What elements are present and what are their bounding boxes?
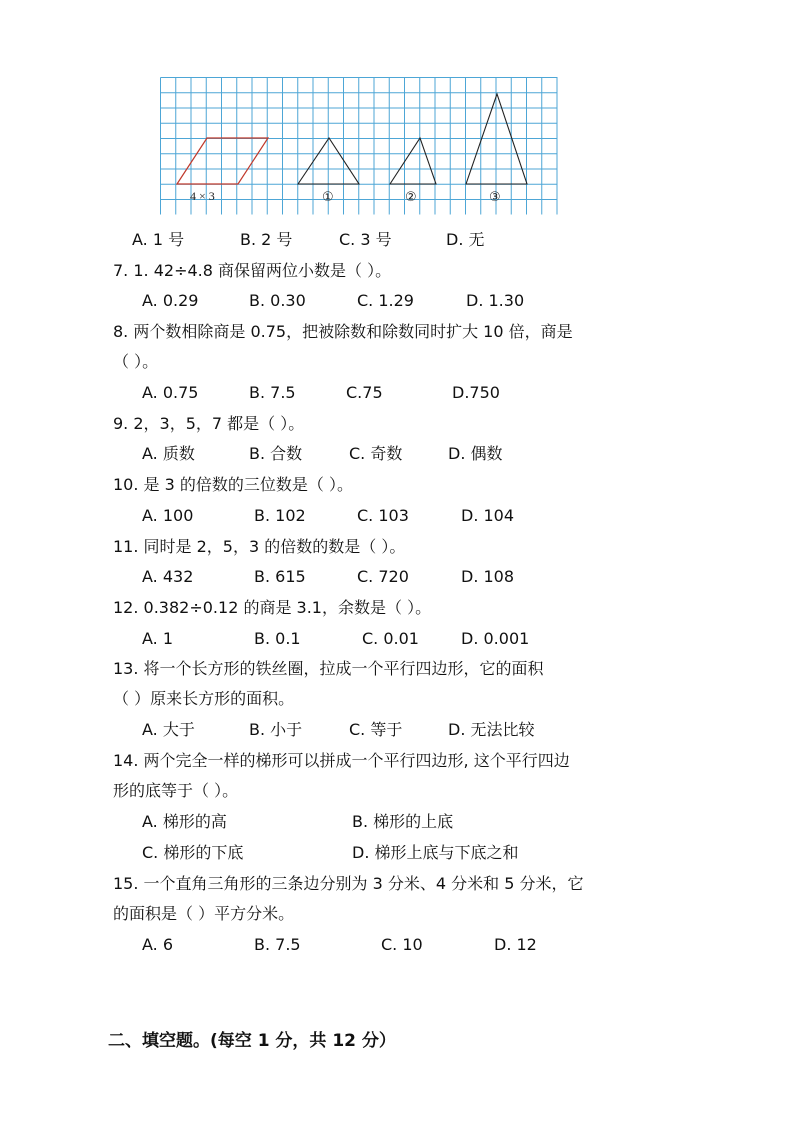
- triangle-1-label: ①: [322, 190, 334, 205]
- q12-option-a: A. 1: [142, 629, 174, 648]
- q6-option-c: C. 3 号: [339, 230, 392, 249]
- parallelogram-label: 4 × 3: [190, 189, 215, 203]
- q11-option-a: A. 432: [142, 567, 194, 586]
- q7-text: 7. 1. 42÷4.8 商保留两位小数是（ ）。: [113, 261, 392, 280]
- q11-text: 11. 同时是 2，5，3 的倍数的数是（ ）。: [113, 537, 406, 556]
- q13-option-a: A. 大于: [142, 720, 195, 739]
- q13-text-line1: 13. 将一个长方形的铁丝圈，拉成一个平行四边形，它的面积: [113, 659, 544, 678]
- q15-text-line2: 的面积是（ ）平方分米。: [113, 904, 295, 923]
- q10-option-d: D. 104: [461, 506, 515, 525]
- q13-text-line2: （ ）原来长方形的面积。: [113, 689, 295, 708]
- q6-option-b: B. 2 号: [240, 230, 293, 249]
- q7-option-c: C. 1.29: [357, 291, 414, 310]
- q12-option-b: B. 0.1: [254, 629, 301, 648]
- q8-option-c: C.75: [346, 383, 383, 402]
- q12-option-c: C. 0.01: [362, 629, 419, 648]
- q13-option-c: C. 等于: [349, 720, 403, 739]
- q15-option-c: C. 10: [381, 935, 423, 954]
- q13-option-b: B. 小于: [249, 720, 303, 739]
- q7-option-b: B. 0.30: [249, 291, 306, 310]
- q8-option-a: A. 0.75: [142, 383, 199, 402]
- q14-option-d: D. 梯形上底与下底之和: [352, 843, 519, 862]
- q9-text: 9. 2，3，5，7 都是（ ）。: [113, 414, 305, 433]
- q12-text: 12. 0.382÷0.12 的商是 3.1，余数是（ ）。: [113, 598, 432, 617]
- q6-option-a: A. 1 号: [132, 230, 185, 249]
- q7-option-d: D. 1.30: [466, 291, 525, 310]
- q9-option-c: C. 奇数: [349, 444, 403, 463]
- q9-option-b: B. 合数: [249, 444, 303, 463]
- q10-text: 10. 是 3 的倍数的三位数是（ ）。: [113, 475, 353, 494]
- q6-option-d: D. 无: [446, 230, 485, 249]
- q14-text-line1: 14. 两个完全一样的梯形可以拼成一个平行四边形, 这个平行四边: [113, 751, 570, 770]
- q14-text-line2: 形的底等于（ ）。: [113, 781, 239, 800]
- q10-option-b: B. 102: [254, 506, 306, 525]
- q15-option-a: A. 6: [142, 935, 174, 954]
- grid-figure: [160, 77, 558, 219]
- q11-option-b: B. 615: [254, 567, 306, 586]
- q15-option-d: D. 12: [494, 935, 537, 954]
- q9-option-d: D. 偶数: [448, 444, 503, 463]
- q10-option-a: A. 100: [142, 506, 194, 525]
- q8-text-line2: （ ）。: [113, 352, 159, 371]
- q8-option-b: B. 7.5: [249, 383, 296, 402]
- q10-option-c: C. 103: [357, 506, 409, 525]
- q14-option-a: A. 梯形的高: [142, 812, 227, 831]
- triangle-2-shape: [390, 138, 436, 184]
- section-heading-fill-in: 二、填空题。(每空 1 分，共 12 分）: [108, 1031, 396, 1051]
- triangle-2-label: ②: [405, 190, 417, 205]
- q9-option-a: A. 质数: [142, 444, 195, 463]
- q14-option-b: B. 梯形的上底: [352, 812, 454, 831]
- q15-option-b: B. 7.5: [254, 935, 301, 954]
- q12-option-d: D. 0.001: [461, 629, 530, 648]
- q11-option-c: C. 720: [357, 567, 409, 586]
- q8-option-d: D.750: [452, 383, 500, 402]
- q14-option-c: C. 梯形的下底: [142, 843, 244, 862]
- q13-option-d: D. 无法比较: [448, 720, 535, 739]
- triangle-3-label: ③: [489, 190, 501, 205]
- q8-text-line1: 8. 两个数相除商是 0.75，把被除数和除数同时扩大 10 倍，商是: [113, 322, 573, 341]
- q7-option-a: A. 0.29: [142, 291, 199, 310]
- q11-option-d: D. 108: [461, 567, 515, 586]
- q15-text-line1: 15. 一个直角三角形的三条边分别为 3 分米、4 分米和 5 分米，它: [113, 874, 584, 893]
